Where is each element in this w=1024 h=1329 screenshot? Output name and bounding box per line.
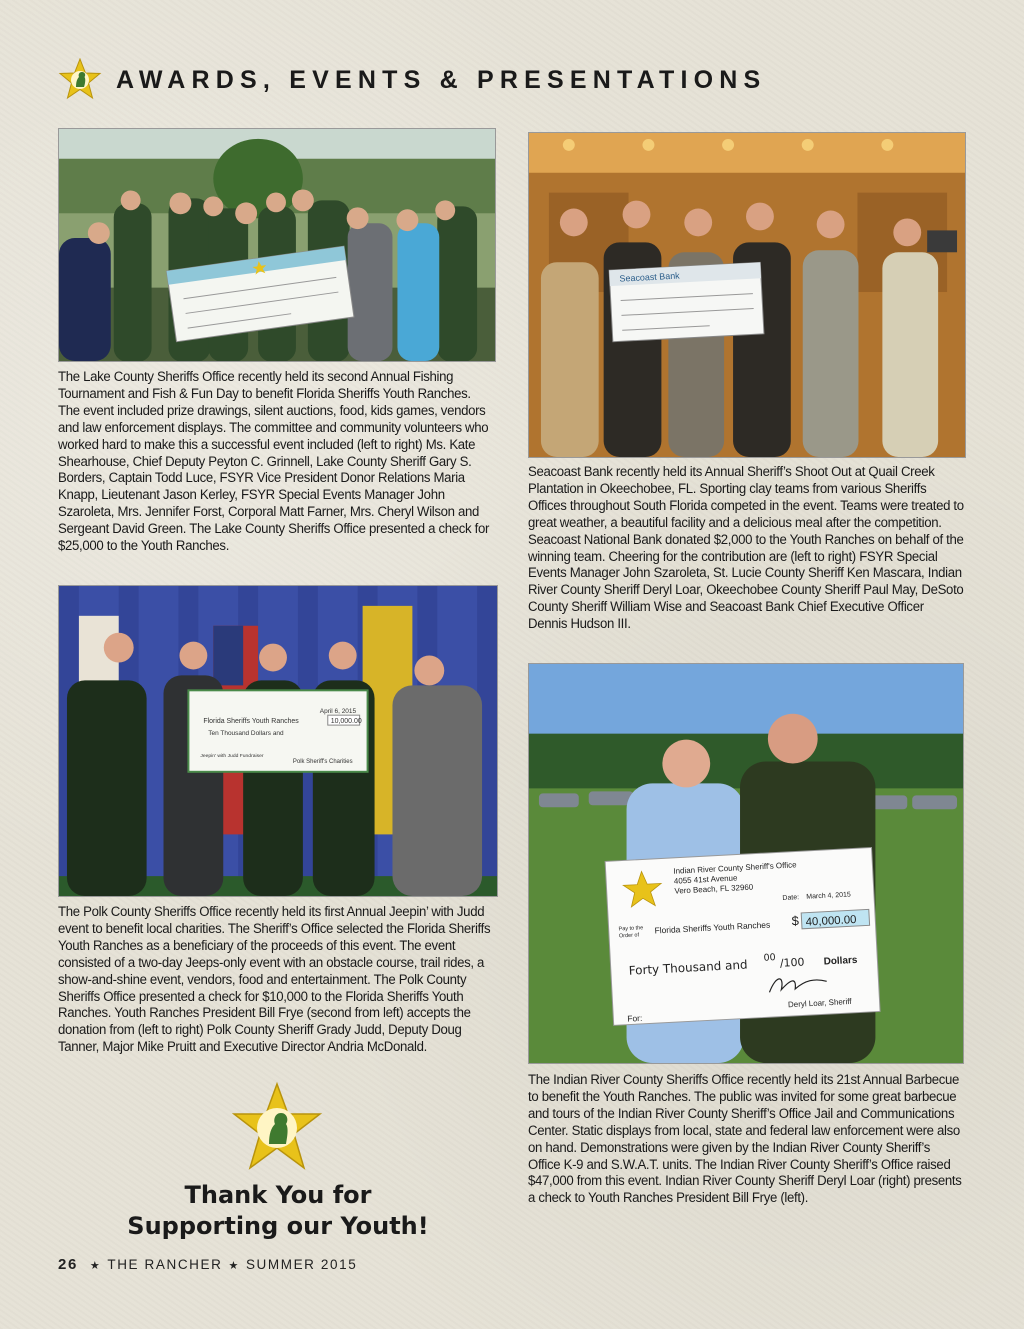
indian-check-date: March 4, 2015: [806, 891, 851, 901]
indian-check-pay-label: Pay to the: [618, 925, 644, 933]
indian-check-address1: 4055 41st Avenue: [673, 873, 738, 886]
indian-check-order-label: Order of: [618, 932, 640, 940]
indian-check-currency: $: [791, 913, 800, 929]
polk-check-date: April 6, 2015: [319, 708, 357, 716]
indian-check-signer: Deryl Loar, Sheriff: [787, 996, 852, 1010]
polk-check-memo: Jeepin' with Judd Fundraiser: [200, 753, 264, 759]
polk-check-signer: Polk Sheriff's Charities: [292, 758, 353, 765]
lake-county-check-photo: [58, 128, 496, 362]
page-footer: [58, 1256, 357, 1273]
thank-you-line-2: Supporting our Youth!: [127, 1212, 429, 1240]
indian-check-org: Indian River County Sheriff's Office: [673, 860, 797, 876]
lake-county-caption: The Lake County Sheriffs Office recently held its second Annual Fishing Tournament and Fish & Fun Day to benefit Florida Sheriffs Youth Ranches. The event included prize drawings, silent auctions, food, kids games, vendors and law enforcement displays. The committee and community volunteers who worked hard to make this a successful event included (left to right) Ms. Kate Shearhouse, Chief Deputy Peyton C. Grinnell, Lake County Sheriff Gary S. Borders, Captain Todd Luce, FSYR Vice President Donor Relations Maria Knapp, Lieutenant Jason Kerley, FSYR Special Events Manager John Szaroleta, Mrs. Jennifer Forst, Corporal Matt Farner, Mrs. Cheryl Wilson and Sergeant David Green. The Lake County Sheriffs Office presented a check for $25,000 to the Youth Ranches.: [58, 369, 490, 555]
page-number: 26: [58, 1256, 78, 1273]
indian-check-dollars-label: Dollars: [823, 954, 858, 968]
indian-check-payee: Florida Sheriffs Youth Ranches: [654, 919, 771, 936]
indian-river-caption: The Indian River County Sheriffs Office recently held its 21st Annual Barbecue to benefit the Youth Ranches. The public was invited for some great barbecue and tours of the Indian River County Sheriff’s Office Jail and Communications Center. Static displays from local, state and federal law enforcement were also on hand. Demonstrations were given by the Indian River County Sheriff’s Office K-9 and S.W.A.T. units. The Indian River County Sheriff’s Office raised $47,000 from this event. Indian River County Sheriff Deryl Loar (right) presents a check to Youth Ranches President Bill Frye (left).: [528, 1072, 962, 1207]
seacoast-check-bank-label: Seacoast Bank: [619, 270, 680, 284]
polk-county-caption: The Polk County Sheriffs Office recently held its first Annual Jeepin’ with Judd event to benefit local charities. The Sheriff’s Office selected the Florida Sheriffs Youth Ranches as a beneficiary of the proceeds of this event. The event consisted of a two-day Jeeps-only event with an obstacle course, trail rides, a show-and-shine event, vendors, food and entertainment. The Polk County Sheriffs Office presented a check for $10,000 to the Florida Sheriffs Youth Ranches. Youth Ranches President Bill Frye (second from left) accepts the donation from (left to right) Polk County Sheriff Grady Judd, Deputy Doug Tanner, Major Mike Pruitt and Executive Director Andria McDonald.: [58, 904, 491, 1056]
indian-check-address2: Vero Beach, FL 32960: [674, 882, 754, 896]
publication-name: THE RANCHER: [107, 1257, 223, 1272]
youth-ranches-star-icon: [58, 58, 102, 102]
indian-check-words: Forty Thousand and: [628, 957, 748, 978]
polk-check-payee: Florida Sheriffs Youth Ranches: [203, 718, 299, 726]
footer-star-separator: ★: [228, 1260, 240, 1272]
thank-you-line-1: Thank You for: [184, 1181, 372, 1209]
indian-check-cents-denominator: /100: [779, 955, 805, 970]
seacoast-bank-check-photo: [528, 132, 966, 458]
footer-star-separator: ★: [89, 1260, 102, 1272]
youth-ranches-star-icon: [232, 1082, 322, 1172]
polk-county-check-photo: [58, 585, 498, 897]
polk-check-words: Ten Thousand Dollars and: [208, 730, 284, 738]
indian-check-cents: 00: [763, 952, 776, 964]
indian-check-date-label: Date:: [782, 894, 800, 902]
polk-check-amount: 10,000.00: [330, 718, 362, 726]
page-title: AWARDS, EVENTS & PRESENTATIONS: [116, 66, 767, 94]
issue-name: SUMMER 2015: [245, 1257, 358, 1272]
thank-you-message: [118, 1180, 438, 1242]
indian-river-check-photo: [528, 663, 964, 1064]
indian-check-for-label: For:: [627, 1012, 643, 1024]
indian-check-amount: 40,000.00: [805, 913, 857, 929]
seacoast-caption: Seacoast Bank recently held its Annual Sheriff’s Shoot Out at Quail Creek Plantation in Okeechobee, FL. Sporting clay teams from various Sheriffs Offices throughout South Florida competed in the event. Teams were treated to great weather, a beautiful facility and a delicious meal after the competition. Seacoast National Bank donated $2,000 to the Youth Ranches on behalf of the winning team. Cheering for the contribution are (left to right) FSYR Special Events Manager John Szaroleta, St. Lucie County Sheriff Ken Mascara, Indian River County Sheriff Deryl Loar, Okeechobee County Sheriff Paul May, DeSoto County Sheriff William Wise and Seacoast Bank Chief Executive Officer Dennis Hudson III.: [528, 464, 964, 633]
